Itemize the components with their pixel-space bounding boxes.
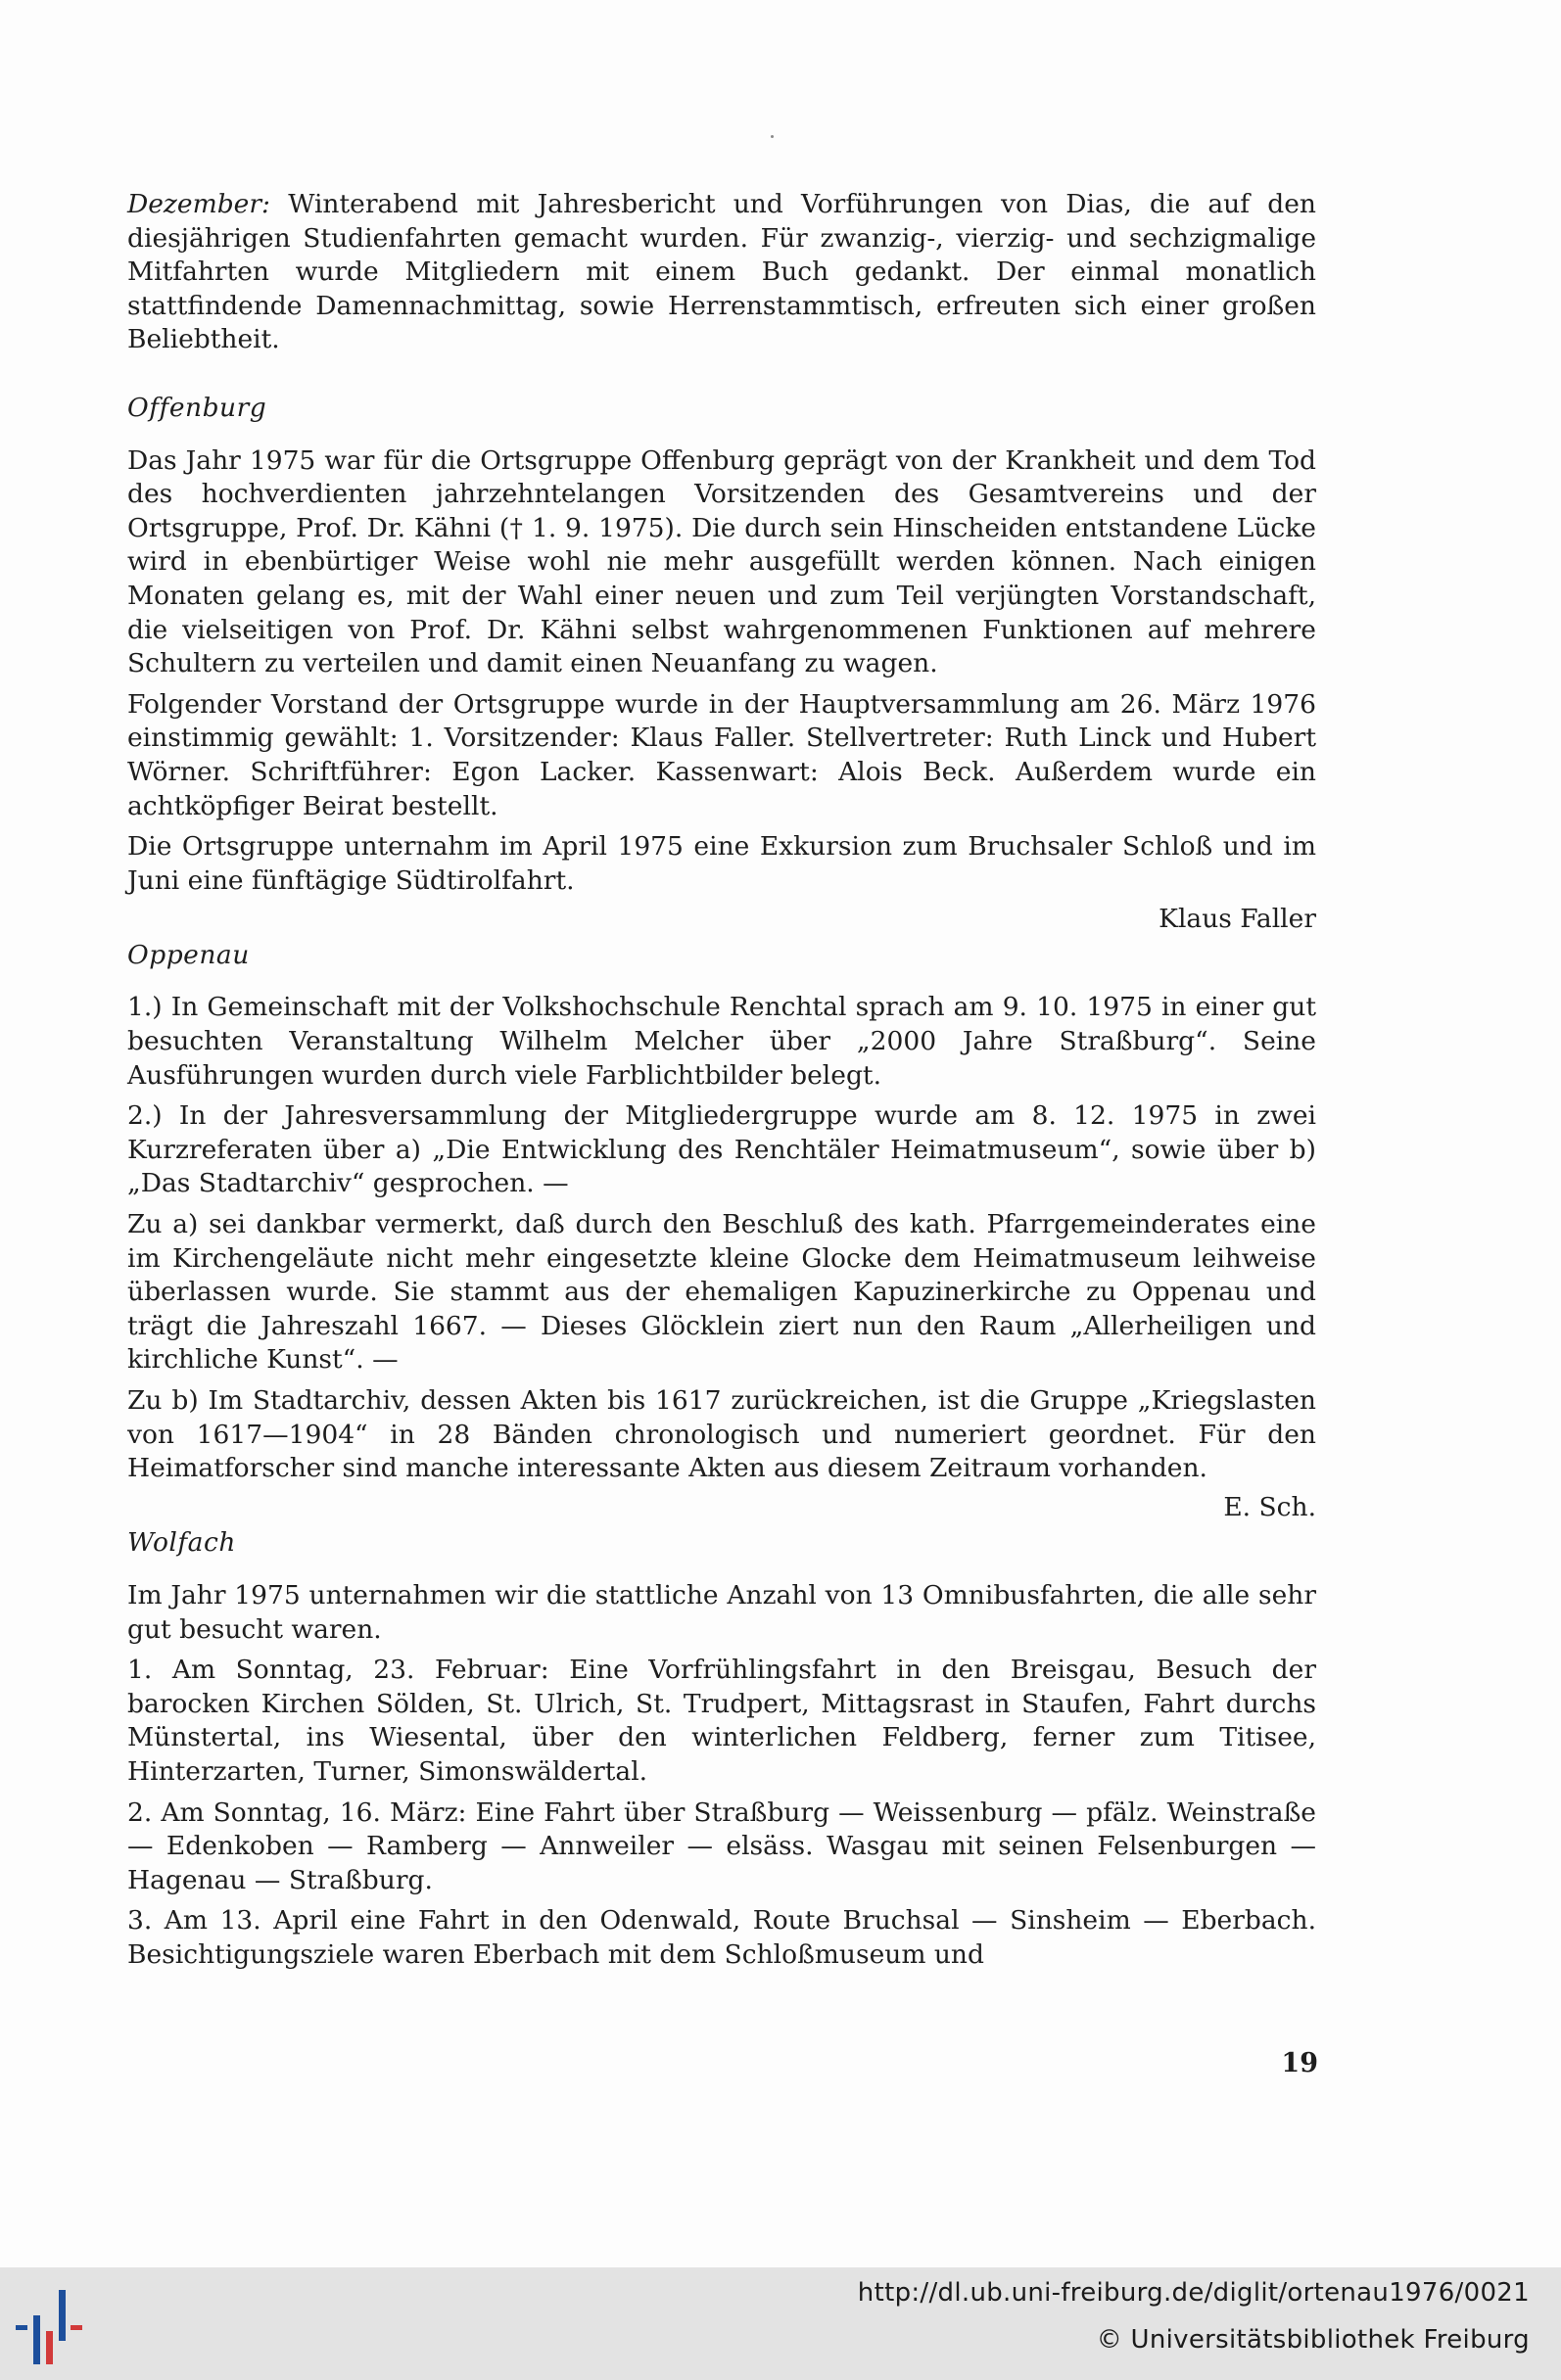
copyright-notice: © Universitätsbibliothek Freiburg <box>1096 2325 1530 2355</box>
wolfach-paragraph-1: Im Jahr 1975 unternahmen wir die stattliche Anzahl von 13 Omnibusfahrten, die alle sehr gut besucht waren. <box>127 1579 1316 1645</box>
oppenau-paragraph-1: 1.) In Gemeinschaft mit der Volkshochschule Renchtal sprach am 9. 10. 1975 in einer gut besuchten Veranstaltung Wilhelm Melcher über „2000 Jahre Straßburg“. Seine Ausführungen wurden durch viele Farblichtbilder belegt. <box>127 992 1316 1091</box>
dezember-paragraph <box>127 188 1316 357</box>
offenburg-heading: Offenburg <box>127 392 267 423</box>
offenburg-paragraph-2: Folgender Vorstand der Ortsgruppe wurde in der Hauptversammlung am 26. März 1976 einstimmig gewählt: 1. Vorsitzender: Klaus Faller. Stellvertreter: Ruth Linck und Hubert Wörner. Schriftführer: Egon Lacker. Kassenwart: Alois Beck. Außerdem wurde ein achtköpfiger Beirat bestellt. <box>127 688 1316 821</box>
section-wolfach <box>127 1526 1316 1972</box>
dezember-text: Winterabend mit Jahresbericht und Vorführungen von Dias, die auf den diesjährigen Studienfahrten gemacht wurden. Für zwanzig-, vierzig- und sechzigmalige Mitfahrten wurde Mitgliedern mit einem Buch gedankt. Der einmal monatlich stattfindende Damennachmittag, sowie Herrenstammtisch, erfreuten sich einer großen Beliebtheit. <box>127 189 1316 355</box>
oppenau-paragraph-3: Zu a) sei dankbar vermerkt, daß durch den Beschluß des kath. Pfarrgemeinderates eine im Kirchengeläute nicht mehr eingesetzte kleine Glocke dem Heimatmuseum leihweise überlassen wurde. Sie stammt aus der ehemaligen Kapuzinerkirche zu Oppenau und trägt die Jahreszahl 1667. — Dieses Glöcklein ziert nun den Raum „Allerheiligen und kirchliche Kunst“. — <box>127 1209 1316 1376</box>
dezember-lead: Dezember: <box>127 189 270 219</box>
section-oppenau <box>127 939 1316 1525</box>
wolfach-heading: Wolfach <box>127 1527 236 1559</box>
scan-speck <box>771 135 774 138</box>
article-body <box>127 188 1316 1980</box>
oppenau-signature: E. Sch. <box>1223 1491 1316 1522</box>
page-number: 19 <box>1281 2048 1318 2078</box>
ub-freiburg-logo-icon[interactable] <box>14 2288 100 2366</box>
permalink-link[interactable]: http://dl.ub.uni-freiburg.de/diglit/ortenau1976/0021 <box>857 2278 1530 2308</box>
offenburg-signature: Klaus Faller <box>1159 904 1316 935</box>
wolfach-paragraph-2: 1. Am Sonntag, 23. Februar: Eine Vorfrühlingsfahrt in den Breisgau, Besuch der barocken Kirchen Sölden, St. Ulrich, St. Trudpert, Mittagsrast in Staufen, Fahrt durchs Münstertal, ins Wiesental, über den winterlichen Feldberg, ferner zum Titisee, Hinterzarten, Turner, Simonswäldertal. <box>127 1655 1316 1787</box>
wolfach-paragraph-4: 3. Am 13. April eine Fahrt in den Odenwald, Route Bruchsal — Sinsheim — Eberbach. Besichtigungsziele waren Eberbach mit dem Schloßmuseum und <box>127 1905 1316 1970</box>
section-dezember <box>127 188 1316 357</box>
oppenau-heading: Oppenau <box>127 939 250 970</box>
oppenau-paragraph-2: 2.) In der Jahresversammlung der Mitgliedergruppe wurde am 8. 12. 1975 in zwei Kurzreferaten über a) „Die Entwicklung des Renchtäler Heimatmuseum“, sowie über b) „Das Stadtarchiv“ gesprochen. — <box>127 1100 1316 1199</box>
wolfach-paragraph-3: 2. Am Sonntag, 16. März: Eine Fahrt über Straßburg — Weissenburg — pfälz. Weinstraße — Edenkoben — Ramberg — Annweiler — elsäss. Wasgau mit seinen Felsenburgen — Hagenau — Straßburg. <box>127 1797 1316 1895</box>
section-offenburg <box>127 392 1316 937</box>
offenburg-paragraph-3: Die Ortsgruppe unternahm im April 1975 eine Exkursion zum Bruchsaler Schloß und im Juni eine fünftägige Südtirolfahrt. <box>127 831 1316 896</box>
offenburg-paragraph-1: Das Jahr 1975 war für die Ortsgruppe Offenburg geprägt von der Krankheit und dem Tod des hochverdienten jahrzehntelangen Vorsitzenden des Gesamtvereins und der Ortsgruppe, Prof. Dr. Kähni († 1. 9. 1975). Die durch sein Hinscheiden entstandene Lücke wird in ebenbürtiger Weise wohl nie mehr ausgefüllt werden können. Nach einigen Monaten gelang es, mit der Wahl einer neuen und zum Teil verjüngten Vorstandschaft, die vielseitigen von Prof. Dr. Kähni selbst wahrgenommenen Funktionen auf mehrere Schultern zu verteilen und damit einen Neuanfang zu wagen. <box>127 444 1316 679</box>
oppenau-paragraph-4: Zu b) Im Stadtarchiv, dessen Akten bis 1617 zurückreichen, ist die Gruppe „Kriegslasten von 1617—1904“ in 28 Bänden chronologisch und numeriert geordnet. Für den Heimatforscher sind manche interessante Akten aus diesem Zeitraum vorhanden. <box>127 1385 1316 1484</box>
